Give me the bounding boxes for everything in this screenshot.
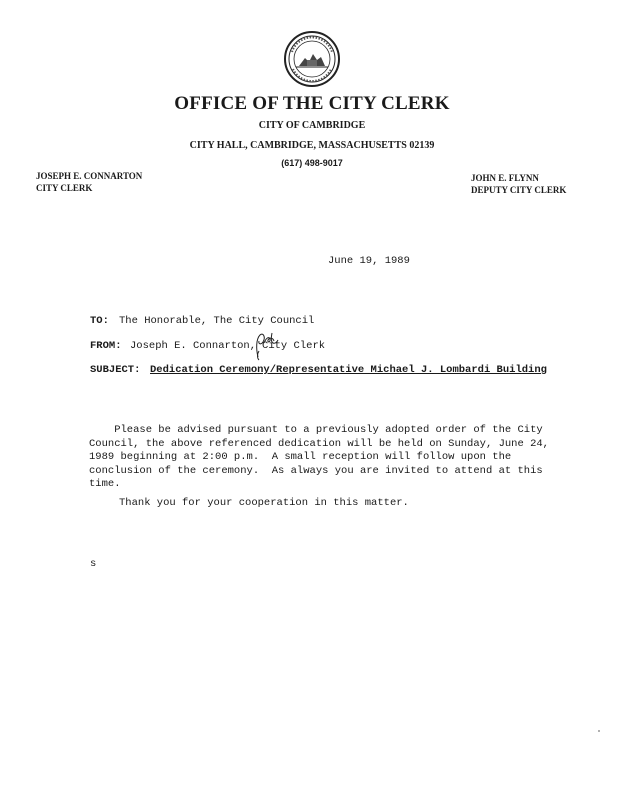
- memo-subject: [90, 364, 547, 376]
- office-phone: (617) 498-9017: [281, 158, 343, 168]
- city-address: CITY HALL, CAMBRIDGE, MASSACHUSETTS 02139: [189, 140, 435, 151]
- officer-right-title: DEPUTY CITY CLERK: [471, 185, 567, 195]
- paper-speck: [598, 730, 600, 732]
- office-title: OFFICE OF THE CITY CLERK: [174, 93, 450, 114]
- typist-initial: s: [90, 558, 97, 570]
- officer-left-title: CITY CLERK: [36, 183, 93, 193]
- officer-left-name: JOSEPH E. CONNARTON: [36, 171, 143, 181]
- to-value: The Honorable, The City Council: [119, 315, 315, 327]
- from-value-title: City Clerk: [262, 340, 326, 352]
- memo-to: [90, 315, 314, 327]
- body-paragraph: Please be advised pursuant to a previously adopted order of the City Council, the above referenced dedication will be held on Sunday, June 24, 1989 beginning at 2:00 p.m. A small reception will follow upon the conclusion of the ceremony. As always you are invited to attend at this time.: [89, 424, 549, 490]
- subject-label: SUBJECT:: [90, 364, 141, 376]
- officer-right-name: JOHN E. FLYNN: [471, 173, 539, 183]
- from-value-name: Joseph E. Connarton,: [130, 340, 257, 352]
- subject-value: Dedication Ceremony/Representative Michael J. Lombardi Building: [150, 364, 547, 376]
- officer-left: [36, 170, 142, 194]
- officer-right: [471, 172, 566, 196]
- to-label: TO:: [90, 315, 109, 327]
- memo-from: [90, 340, 325, 352]
- city-name: CITY OF CAMBRIDGE: [258, 120, 366, 131]
- handwritten-initials-signature: [252, 329, 282, 361]
- city-seal-icon: [283, 30, 341, 88]
- letter-date: June 19, 1989: [328, 255, 410, 267]
- from-label: FROM:: [90, 340, 122, 352]
- thanks-line: Thank you for your cooperation in this matter.: [119, 497, 409, 509]
